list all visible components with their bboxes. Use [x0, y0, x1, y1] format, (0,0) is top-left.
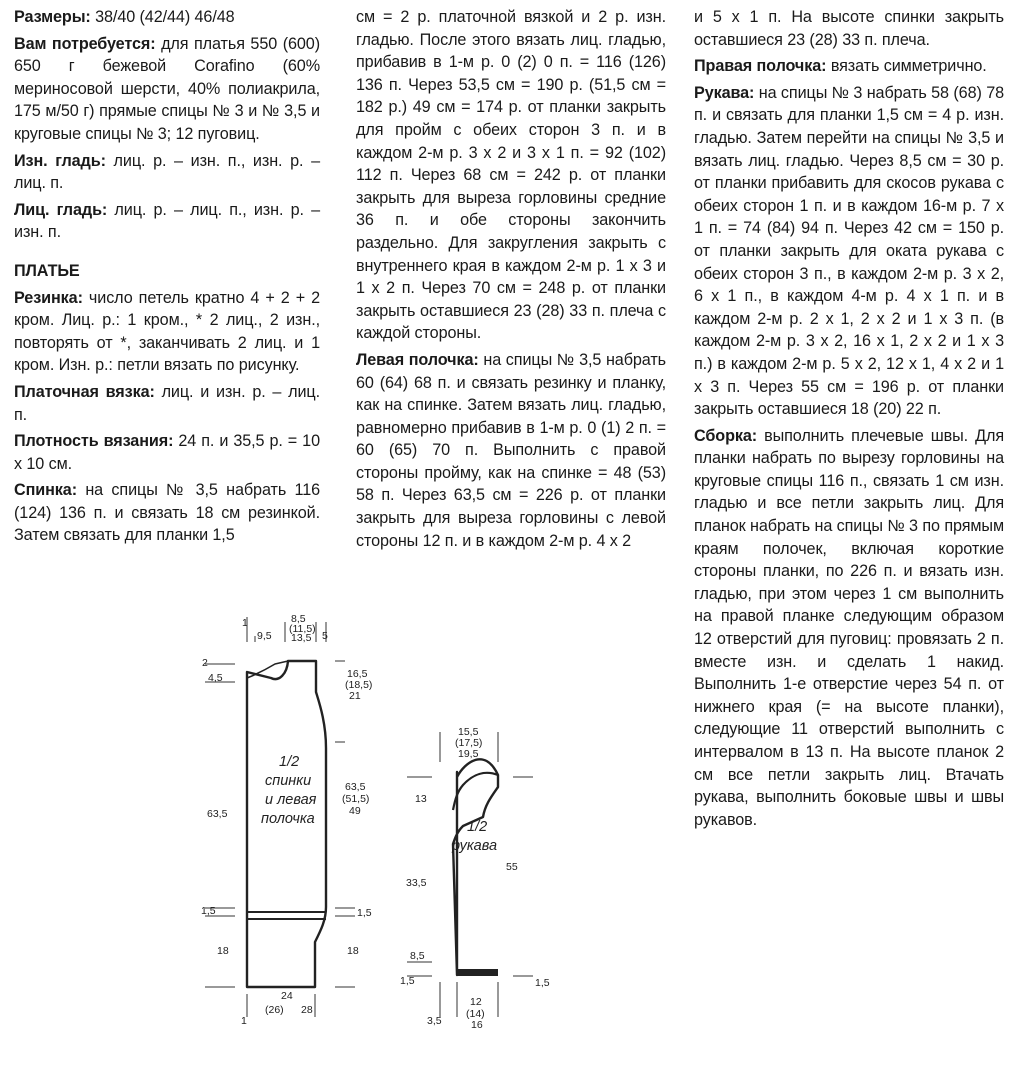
sleeve-dim-left-13: 13	[415, 793, 427, 805]
knit-stitch-label: Лиц. гладь:	[14, 200, 108, 219]
text-column-2	[356, 6, 666, 552]
sleeve-dim-left-335: 33,5	[406, 877, 427, 889]
sleeve-text: на спицы № 3 набрать 58 (68) 78 п. и связать для планки 1,5 см = 4 р. изн. гладью. Затем перейти на спицы № 3,5 и вязать лиц. гладью. Через 8,5 см = 30 р. от планки прибавить для скосов рукава с обеих сторон 1 п. и в каждом 16-м р. 7 х 1 п. = 74 (84) 94 п. Через 42 см = 150 р. от планки закрыть для оката рукава с обеих сторон 3 п., в каждом 2-м р. 3 х 2, 6 х 1 п., в каждом 4-м р. 4 х 1 п. и в каждом 2-м р. 2 х 1, 2 х 2 и 1 х 3 п. (в каждом 2-м р. 3 х 2, 16 х 1, 2 х 2 и 1 х 3 п.) в каждом 2-м р. 5 х 2, 12 х 1, 4 х 2 и 1 х 3 п. Через 55 см = 196 р. от планки закрыть оставшиеся 18 (20) 22 п.	[694, 83, 1004, 419]
right-front-paragraph	[694, 55, 1004, 78]
garter-label: Платочная вязка:	[14, 382, 155, 401]
dim-right-15: 1,5	[357, 907, 372, 919]
body-title-2: спинки	[265, 773, 312, 789]
left-front-label: Левая полочка:	[356, 350, 479, 369]
dim-left-45: 4,5	[208, 672, 223, 684]
rib-text: число петель кратно 4 + 2 + 2 кром. Лиц. р.: 1 кром., * 2 лиц., 2 изн., повторять от *, заканчивать 2 лиц. и 1 кром. Изн. р.: петли вязать по рисунку.	[14, 288, 320, 375]
sizes-label: Размеры:	[14, 8, 91, 26]
sleeve-title-2: рукава	[452, 838, 498, 854]
purl-stitch-paragraph	[14, 150, 320, 195]
materials-paragraph	[14, 33, 320, 146]
back-continued-paragraph: см = 2 р. платочной вязкой и 2 р. изн. гладью. После этого вязать лиц. гладью, прибавив в 1-м р. 0 (2) 0 п. = 116 (126) 136 п. Через 53,5 см = 190 р. (51,5 см = 182 р.) 49 см = 174 р. от планки закрыть для пройм с обеих сторон 3 п. и в каждом 2-м р. 3 х 2 и 3 х 1 п. = 92 (102) 112 п. Через 68 см = 242 р. от планки закрыть для выреза горловины средние 36 п. и обе стороны закончить раздельно. Для закругления закрыть с внутреннего края в каждом 2-м р. 1 х 3 и 1 х 2 п. Через 70 см = 248 р. от планки закрыть оставшиеся 23 (28) 33 п. плеча с каждой стороны.	[356, 8, 666, 343]
sleeve-dim-bottom-16: 16	[471, 1019, 483, 1031]
dim-neck-3: 13,5	[291, 632, 312, 644]
back-paragraph	[14, 479, 320, 547]
dim-left-18: 18	[217, 945, 229, 957]
gauge-paragraph	[14, 430, 320, 475]
right-front-text: вязать симметрично.	[826, 57, 987, 76]
dim-left-2: 2	[202, 657, 208, 669]
sleeve-paragraph	[694, 82, 1004, 421]
garter-paragraph	[14, 381, 320, 426]
dim-bottom-26: (26)	[265, 1004, 284, 1016]
sleeve-dim-left-15: 1,5	[400, 975, 415, 987]
dim-neck-1: 8,5	[291, 613, 306, 625]
assembly-label: Сборка:	[694, 426, 758, 445]
dim-top-1: 1	[242, 617, 248, 629]
dim-armhole-1: 16,5	[347, 668, 368, 680]
assembly-paragraph	[694, 425, 1004, 832]
dim-right-515: (51,5)	[342, 793, 370, 805]
sleeve-title-1: 1/2	[467, 819, 488, 835]
back-text: на спицы № 3,5 набрать 116 (124) 136 п. и связать 18 см резинкой. Затем связать для планки 1,5	[14, 481, 320, 545]
left-front-text: на спицы № 3,5 набрать 60 (64) 68 п. и связать резинку и планку, как на спинке. Затем вязать лиц. гладью, равномерно прибавив в 1-м р. 0 (1) 2 п. = 60 (65) 70 п. Выполнить с правой стороны пройму, как на спинке = 48 (53) 58 п. Через 63,5 см = 226 р. от планки закрыть для выреза горловины с левой стороны 12 п. и в каждом 2-м р. 4 х 2	[356, 350, 666, 550]
sizes-text: 38/40 (42/44) 46/48	[90, 8, 235, 26]
dim-bottom-28: 28	[301, 1004, 313, 1016]
sleeve-dim-bottom-35: 3,5	[427, 1015, 442, 1027]
text-column-1	[14, 6, 320, 547]
dim-shoulder: 9,5	[257, 630, 272, 642]
sleeve-labels	[400, 726, 550, 1031]
dim-armhole-2: (18,5)	[345, 679, 373, 691]
gauge-text: 24 п. и 35,5 р. = 10 х 10 см.	[14, 432, 320, 473]
materials-label: Вам потребуется:	[14, 34, 156, 53]
sleeve-cap-curve	[453, 773, 498, 810]
sleeve-dim-bottom-14: (14)	[466, 1008, 485, 1020]
assembly-text: выполнить плечевые швы. Для планки набрать по вырезу горловины на круговые спицы 116 п., связать 1 см изн. гладью и все петли закрыть лиц. Для планок набрать на спицы № 3 по прямым краям полочек, включая короткие стороны планки, по 226 п. и вязать изн. гладью, при этом через 1 см выполнить на правой планке следующим образом 12 отверстий для пуговиц: провязать 2 п. вместе изн. и сделать 1 накид. Выполнить 1-е отверстие через 54 п. от нижнего края (= на высоте планки), следующие 11 отверстий выполнить с интервалом в 13 п. На высоте планок 2 см все петли закрыть лиц. Втачать рукава, выполнить боковые швы и швы рукавов.	[694, 426, 1004, 829]
sleeve-dim-top-2: (17,5)	[455, 737, 483, 749]
section-title: ПЛАТЬЕ	[14, 261, 80, 280]
dim-neck-2: (11,5)	[289, 623, 316, 635]
sleeve-dim-left-85: 8,5	[410, 950, 425, 962]
purl-stitch-label: Изн. гладь:	[14, 151, 106, 170]
sleeve-dim-bottom-12: 12	[470, 996, 482, 1008]
right-front-label: Правая полочка:	[694, 57, 827, 76]
sleeve-label: Рукава:	[694, 83, 755, 102]
sleeve-dim-right-15: 1,5	[535, 977, 550, 989]
left-front-continued-paragraph: и 5 х 1 п. На высоте спинки закрыть оставшиеся 23 (28) 33 п. плеча.	[694, 8, 1004, 49]
text-column-3	[694, 6, 1004, 831]
sleeve-cuff-band	[457, 969, 498, 976]
dim-right-18: 18	[347, 945, 359, 957]
dim-right-49: 49	[349, 805, 361, 817]
body-title-1: 1/2	[279, 754, 300, 770]
sleeve-dim-top-3: 19,5	[458, 748, 479, 760]
sleeve-dim-right-55: 55	[506, 861, 518, 873]
sizes-paragraph	[14, 6, 320, 29]
dim-left-635: 63,5	[207, 808, 228, 820]
sleeve-dim-top-1: 15,5	[458, 726, 479, 738]
knit-stitch-text: лиц. р. – лиц. п., изн. р. – изн. п.	[14, 200, 320, 242]
materials-text: для платья 550 (600) 650 г бежевой Corafino (60% мериносовой шерсти, 40% полиакрила, 175 м/50 г) прямые спицы № 3 и № 3,5 и круговые спицы № 3; 12 пуговиц.	[14, 34, 320, 143]
dim-left-15: 1,5	[201, 905, 216, 917]
dim-right-635: 63,5	[345, 781, 366, 793]
dim-armhole-3: 21	[349, 690, 361, 702]
back-label: Спинка:	[14, 481, 77, 500]
knit-stitch-paragraph	[14, 199, 320, 244]
rib-label: Резинка:	[14, 288, 83, 307]
purl-stitch-text: лиц. р. – изн. п., изн. р. – лиц. п.	[14, 151, 320, 193]
body-title-4: полочка	[261, 811, 315, 827]
garter-text: лиц. и изн. р. – лиц. п.	[14, 382, 320, 424]
gauge-label: Плотность вязания:	[14, 432, 174, 451]
body-title-3: и левая	[265, 792, 317, 808]
rib-paragraph	[14, 287, 320, 377]
dim-bottom-24: 24	[281, 990, 293, 1002]
left-front-paragraph	[356, 349, 666, 552]
dim-bottom-1: 1	[241, 1015, 247, 1027]
pattern-schematic	[195, 612, 560, 1052]
dim-top-right: 5	[322, 630, 328, 642]
sleeve-schematic	[453, 759, 498, 976]
body-labels	[201, 613, 372, 1027]
